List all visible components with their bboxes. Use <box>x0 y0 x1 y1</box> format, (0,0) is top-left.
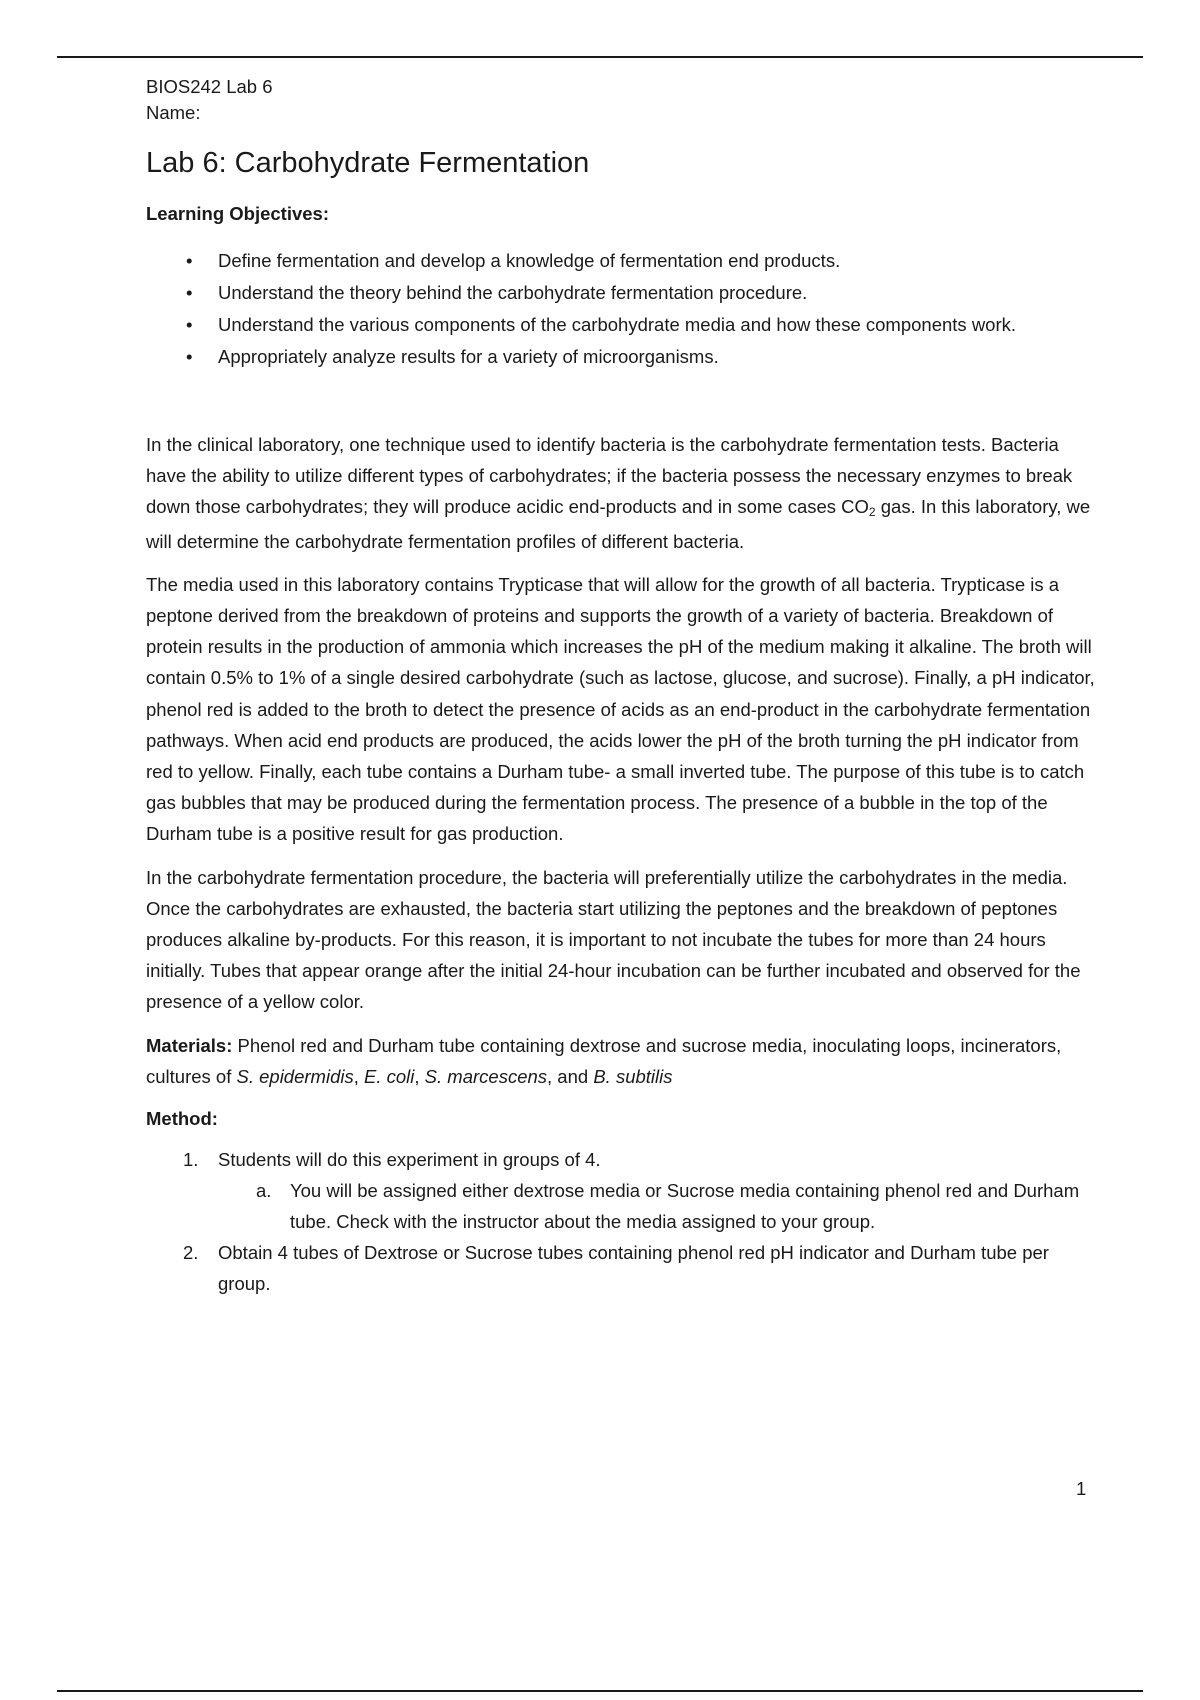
media-paragraph: The media used in this laboratory contains Trypticase that will allow for the growth of all bacteria. Trypticase is a peptone derived from the breakdown of proteins and supports the growth of a variety of bacteria. Breakdown of protein results in the production of ammonia which increases the pH of the medium making it alkaline. The broth will contain 0.5% to 1% of a single desired carbohydrate (such as lactose, glucose, and sucrose). Finally, a pH indicator, phenol red is added to the broth to detect the presence of acids as an end-product in the carbohydrate fermentation pathways. When acid end products are produced, the acids lower the pH of the broth turning the pH indicator from red to yellow. Finally, each tube contains a Durham tube- a small inverted tube. The purpose of this tube is to catch gas bubbles that may be produced during the fermentation process. The presence of a bubble in the top of the Durham tube is a positive result for gas production. <box>146 573 1095 845</box>
organism-name: B. subtilis <box>593 1065 673 1087</box>
bullet-icon: • <box>186 314 193 335</box>
method-step <box>146 1144 1096 1237</box>
organism-name: E. coli <box>364 1065 415 1087</box>
step-number: 1. <box>183 1149 199 1171</box>
organism-name: S. marcescens <box>424 1065 548 1087</box>
objective-item <box>146 343 1096 371</box>
objective-item <box>146 311 1096 339</box>
objective-text: Understand the various components of the carbohydrate media and how these components work. <box>218 314 1017 335</box>
method-heading: Method: <box>146 1108 218 1130</box>
intro-paragraph <box>146 429 1096 557</box>
step-text: Students will do this experiment in groups of 4. <box>218 1149 601 1171</box>
materials-paragraph <box>146 1030 1096 1092</box>
page-title: Lab 6: Carbohydrate Fermentation <box>146 147 590 179</box>
objective-item <box>146 279 1096 307</box>
intro-text-end: gas. In this laboratory, we will determine the carbohydrate fermentation profiles of different bacteria. <box>146 496 1091 552</box>
objective-text: Understand the theory behind the carbohydrate fermentation procedure. <box>218 282 808 303</box>
objectives-list <box>146 247 1096 371</box>
separator: , and <box>547 1065 594 1087</box>
objectives-heading: Learning Objectives: <box>146 203 329 224</box>
name-label: Name: <box>146 102 201 123</box>
objective-text: Define fermentation and develop a knowledge of fermentation end products. <box>218 250 841 271</box>
intro-text-start: In the clinical laboratory, one technique used to identify bacteria is the carbohydrate fermentation tests. Bacteria have the ability to utilize different types of carbohydrates; if the bacteria possess the necessary enzymes to break down those carbohydrates; they will produce acidic end-products and in some cases CO <box>146 434 1073 518</box>
bottom-rule <box>57 1690 1143 1692</box>
bullet-icon: • <box>186 282 193 303</box>
method-substeps <box>218 1175 1096 1237</box>
step-number: 2. <box>183 1242 199 1264</box>
separator: , <box>353 1065 364 1087</box>
substep-text: You will be assigned either dextrose media or Sucrose media containing phenol red and Durham tube. Check with the instructor about the media assigned to your group. <box>290 1180 1080 1233</box>
objective-item <box>146 247 1096 275</box>
method-list <box>146 1144 1096 1299</box>
objective-text: Appropriately analyze results for a variety of microorganisms. <box>218 346 719 367</box>
separator: , <box>414 1065 425 1087</box>
organism-name: S. epidermidis <box>236 1065 354 1087</box>
bullet-icon: • <box>186 250 193 271</box>
method-substep <box>218 1175 1096 1237</box>
procedure-paragraph: In the carbohydrate fermentation procedure, the bacteria will preferentially utilize the carbohydrates in the media. Once the carbohydrates are exhausted, the bacteria start utilizing the peptones and the breakdown of peptones produces alkaline by-products. For this reason, it is important to not incubate the tubes for more than 24 hours initially. Tubes that appear orange after the initial 24-hour incubation can be further incubated and observed for the presence of a yellow color. <box>146 866 1081 1013</box>
document-body <box>146 74 1096 1299</box>
top-rule <box>57 56 1143 58</box>
bullet-icon: • <box>186 346 193 367</box>
page-number: 1 <box>1076 1478 1087 1499</box>
substep-letter: a. <box>256 1180 272 1202</box>
course-header: BIOS242 Lab 6 <box>146 76 273 97</box>
materials-text: Phenol red and Durham tube containing dextrose and sucrose media, inoculating loops, incinerators, cultures of <box>146 1034 1062 1087</box>
co2-subscript: 2 <box>868 505 876 520</box>
method-step <box>146 1237 1096 1299</box>
step-text: Obtain 4 tubes of Dextrose or Sucrose tubes containing phenol red pH indicator and Durham tube per group. <box>218 1242 1049 1295</box>
materials-label: Materials: <box>146 1034 233 1056</box>
